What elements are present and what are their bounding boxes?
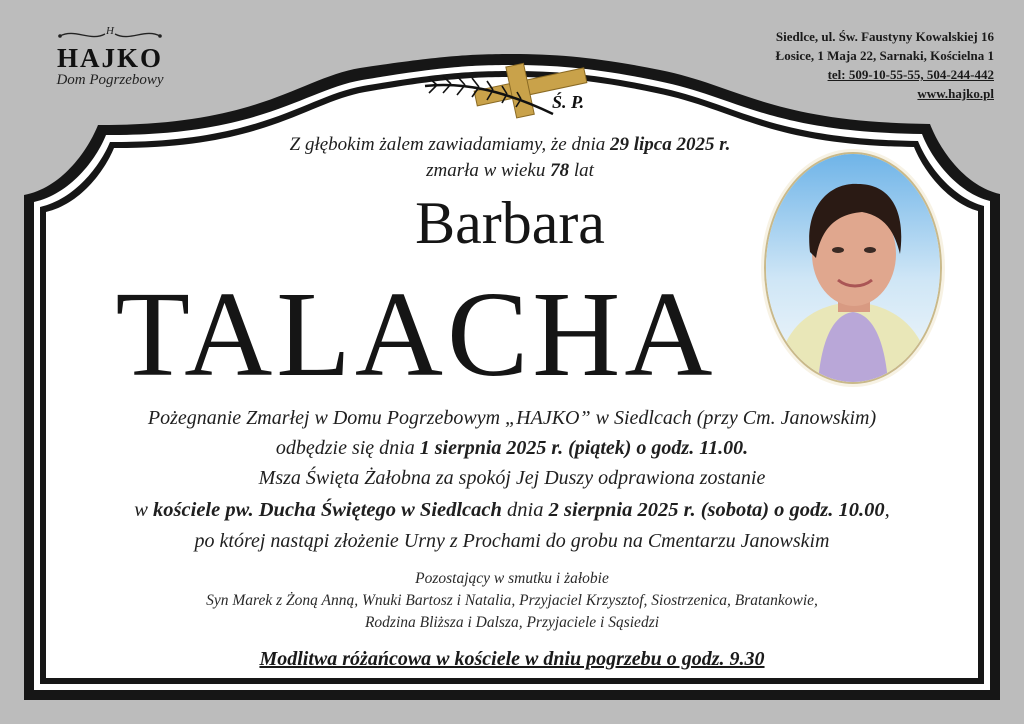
contact-phone: tel: 509-10-55-55, 504-244-442	[827, 67, 994, 82]
logo-subtitle: Dom Pogrzebowy	[56, 72, 164, 88]
church-name: kościele pw. Ducha Świętego w Siedlcach	[153, 499, 502, 521]
intro-line-1	[150, 132, 870, 158]
mourners-list-1: Syn Marek z Żoną Anną, Wnuki Bartosz i Natalia, Przyjaciel Krzysztof, Siostrzenica, Bratankowie,	[206, 592, 818, 609]
church-line	[30, 495, 994, 525]
contact-website: www.hajko.pl	[917, 86, 994, 101]
rosary-prayer-text: Modlitwa różańcowa w kościele w dniu pogrzebu o godz. 9.30	[259, 648, 765, 670]
portrait-image	[766, 154, 940, 382]
ornament-icon	[50, 22, 170, 44]
church-line-comma: ,	[884, 499, 890, 521]
deceased-first-name: Barbara	[415, 190, 605, 256]
deceased-surname: TALACHA	[115, 267, 717, 402]
age-suffix: lat	[569, 160, 594, 181]
contact-address-2: Łosice, 1 Maja 22, Sarnaki, Kościelna 1	[775, 48, 994, 63]
farewell-line: Pożegnanie Zmarłej w Domu Pogrzebowym „HAJKO” w Siedlcach (przy Cm. Janowskim)	[147, 407, 877, 429]
age-prefix: zmarła w wieku	[426, 160, 551, 181]
contact-block	[776, 27, 994, 103]
church-date-prefix: dnia	[501, 499, 549, 521]
burial-line: po której nastąpi złożenie Urny z Prochami do grobu na Cmentarzu Janowskim	[194, 530, 830, 552]
intro-text: Z głębokim żalem zawiadamiamy, że dnia	[289, 134, 610, 155]
intro-line-2	[150, 158, 870, 184]
logo-monogram: H	[106, 25, 114, 37]
hajko-logo	[20, 22, 200, 89]
rosary-prayer-note	[60, 645, 964, 673]
mourners-heading: Pozostający w smutku i żałobie	[415, 570, 609, 587]
farewell-date-prefix: odbędzie się dnia	[275, 437, 420, 459]
death-date: 29 lipca 2025 r.	[610, 134, 731, 155]
age-value: 78	[550, 160, 570, 181]
mass-line: Msza Święta Żałobna za spokój Jej Duszy odprawiona zostanie	[258, 467, 766, 489]
portrait-photo	[764, 152, 942, 384]
church-prefix: w	[134, 499, 154, 521]
farewell-date-line	[30, 433, 994, 463]
mass-date: 2 sierpnia 2025 r. (sobota) o godz. 10.00	[548, 499, 885, 521]
logo-name: HAJKO	[56, 43, 163, 73]
swietej-pamieci-label: Ś. P.	[552, 92, 585, 112]
mourners-list-2: Rodzina Bliższa i Dalsza, Przyjaciele i Sąsiedzi	[364, 614, 660, 631]
contact-address-1: Siedlce, ul. Św. Faustyny Kowalskiej 16	[775, 29, 994, 44]
farewell-date: 1 sierpnia 2025 r. (piątek) o godz. 11.00.	[419, 437, 749, 459]
